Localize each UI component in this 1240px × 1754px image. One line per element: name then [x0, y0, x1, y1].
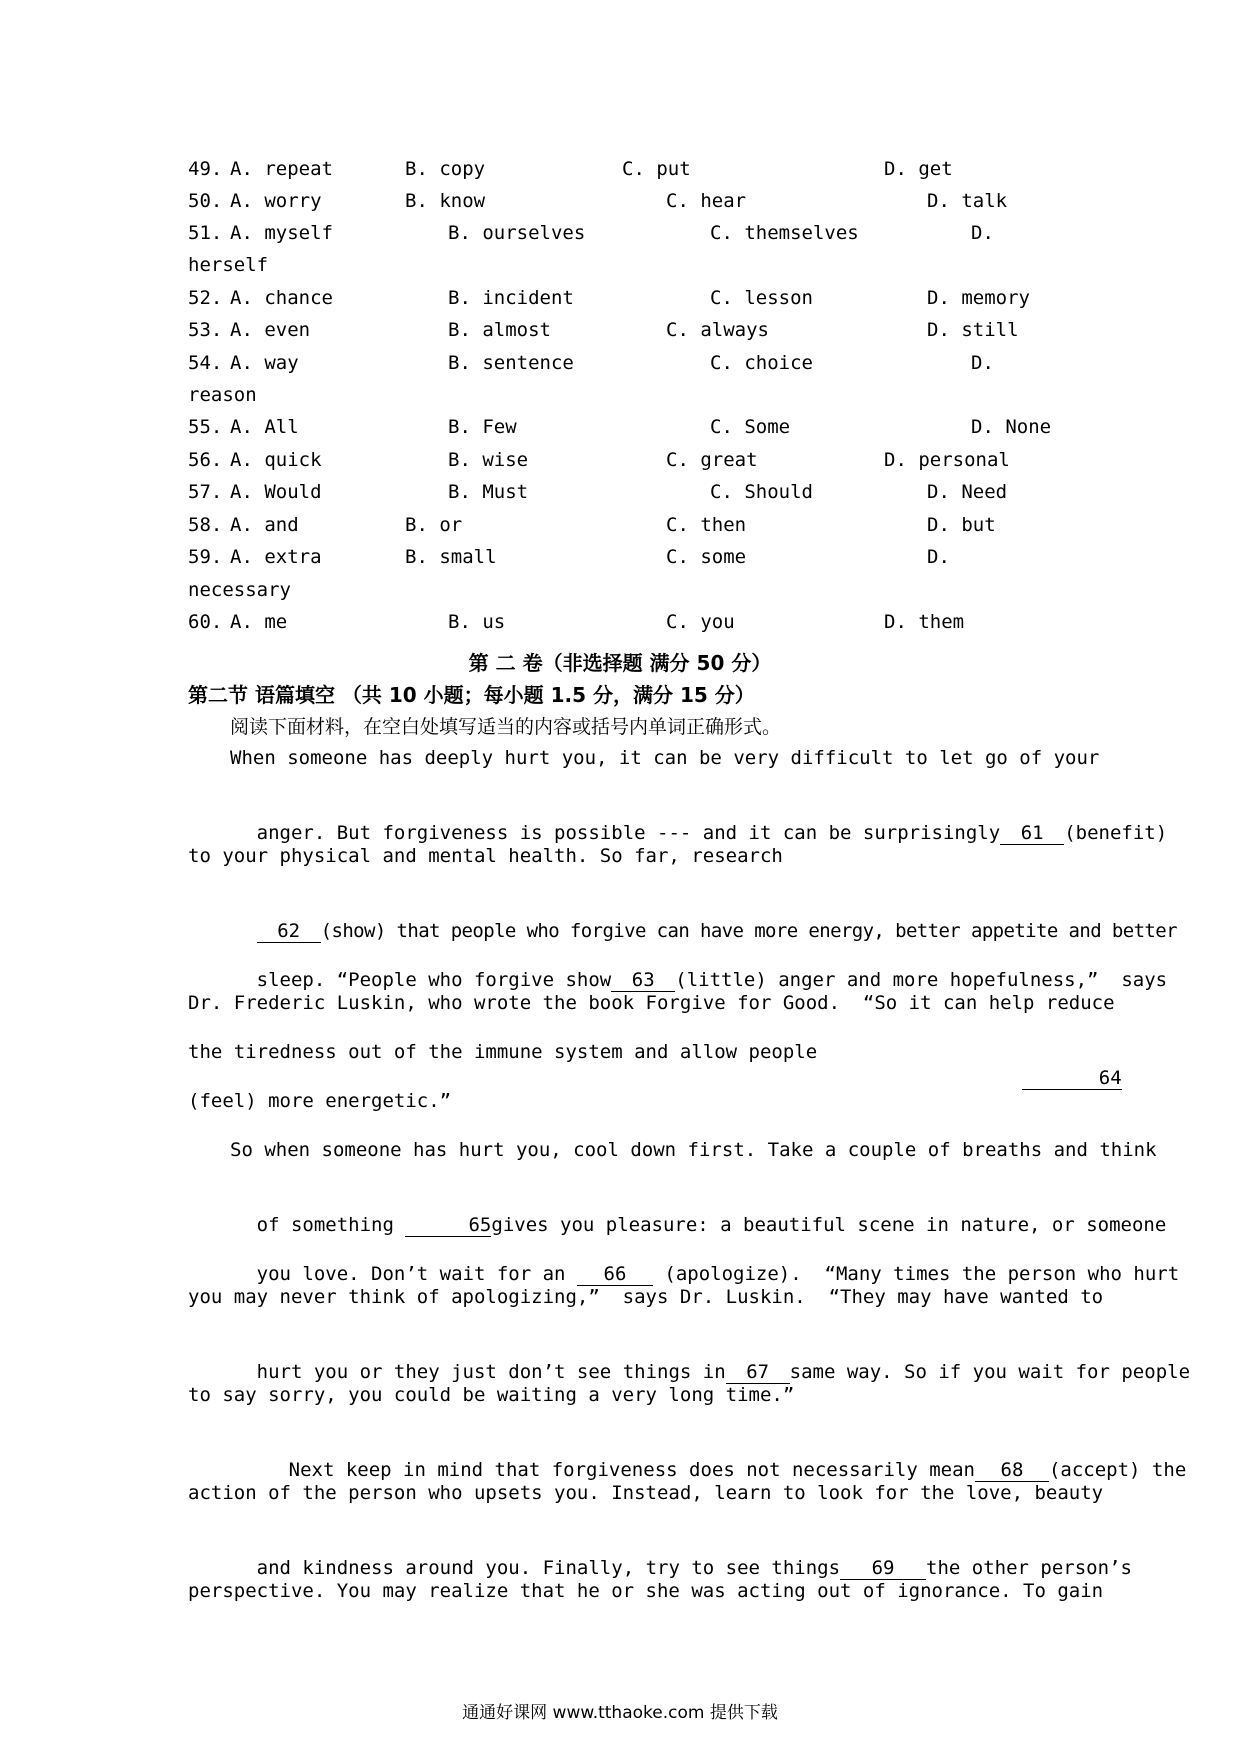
passage-text: (show) that people who forgive can have more energy, better appetite and better [320, 920, 1177, 942]
option-a: A. worry [230, 190, 322, 212]
passage-line: to say sorry, you could be waiting a very long time.” [188, 1384, 795, 1406]
option-b: B. almost [448, 319, 551, 341]
instruction: 阅读下面材料，在空白处填写适当的内容或括号内单词正确形式。 [230, 716, 782, 738]
option-b: B. copy [405, 158, 486, 180]
option-c: C. always [666, 319, 769, 341]
option-b: B. Must [448, 481, 529, 503]
passage-line: When someone has deeply hurt you, it can be very difficult to let go of your [230, 747, 1100, 769]
option-a: A. All [230, 416, 299, 438]
option-c: C. Some [710, 416, 791, 438]
option-c: C. then [666, 514, 747, 536]
passage-line [188, 941, 1168, 991]
option-a: A. and [230, 514, 299, 536]
option-a: A. Would [230, 481, 322, 503]
page-footer: 通通好课网 www.tthaoke.com 提供下载 [462, 1703, 778, 1723]
passage-line [188, 1186, 1167, 1236]
option-b: B. ourselves [448, 222, 586, 244]
passage-line: (feel) more energetic.” [188, 1090, 452, 1112]
option-d: D. personal [884, 449, 1010, 471]
passage-line [188, 1529, 1132, 1579]
option-c: C. themselves [710, 222, 859, 244]
question-number: 53. [188, 319, 223, 341]
option-d-wrap: reason [188, 384, 257, 406]
option-c: C. Should [710, 481, 813, 503]
question-number: 54. [188, 352, 223, 374]
option-c: C. put [622, 158, 691, 180]
option-d: D. Need [927, 481, 1008, 503]
passage-text: gives you pleasure: a beautiful scene in nature, or someone [491, 1214, 1167, 1236]
blank-63[interactable]: 63 [611, 969, 675, 992]
passage-text: of something [256, 1214, 394, 1236]
option-a: A. extra [230, 546, 322, 568]
passage-text: (apologize). “Many times the person who hurt [664, 1263, 1180, 1285]
passage-text: same way. So if you wait for people [789, 1361, 1191, 1383]
option-b: B. sentence [448, 352, 574, 374]
option-d: D. them [884, 611, 965, 633]
question-number: 52. [188, 287, 223, 309]
passage-line: you may never think of apologizing,” says Dr. Luskin. “They may have wanted to [188, 1286, 1104, 1308]
passage-line: the tiredness out of the immune system and allow people [188, 1041, 818, 1063]
passage-line [953, 1039, 1122, 1089]
option-b: B. or [405, 514, 463, 536]
option-a: A. even [230, 319, 311, 341]
passage-text: the other person’s [926, 1557, 1132, 1579]
option-a: A. chance [230, 287, 333, 309]
option-c: C. hear [666, 190, 747, 212]
passage-text: and kindness around you. Finally, try to see things [256, 1557, 841, 1579]
blank-61[interactable]: 61 [1000, 822, 1064, 845]
passage-text: (accept) the [1048, 1459, 1187, 1481]
option-d: D. but [927, 514, 996, 536]
option-b: B. Few [448, 416, 517, 438]
blank-68[interactable]: 68 [975, 1459, 1049, 1482]
question-number: 60. [188, 611, 223, 633]
option-c: C. choice [710, 352, 813, 374]
option-a: A. way [230, 352, 299, 374]
passage-text: (little) anger and more hopefulness,” says [675, 969, 1168, 991]
question-number: 59. [188, 546, 223, 568]
passage-text: hurt you or they just don’t see things in [256, 1361, 726, 1383]
passage-text: (benefit) [1064, 822, 1168, 844]
option-a: A. myself [230, 222, 333, 244]
option-d: D. still [927, 319, 1019, 341]
passage-line [188, 1333, 1191, 1383]
passage-line: Dr. Frederic Luskin, who wrote the book Forgive for Good. “So it can help reduce [188, 992, 1115, 1014]
option-a: A. me [230, 611, 288, 633]
option-d: D. get [884, 158, 953, 180]
question-number: 56. [188, 449, 223, 471]
question-number: 58. [188, 514, 223, 536]
passage-line [188, 892, 1177, 942]
option-d-wrap: necessary [188, 579, 291, 601]
question-number: 49. [188, 158, 223, 180]
passage-line: perspective. You may realize that he or she was acting out of ignorance. To gain [188, 1580, 1104, 1602]
blank-69[interactable]: 69 [840, 1557, 926, 1580]
option-d: D. talk [927, 190, 1008, 212]
question-number: 50. [188, 190, 223, 212]
option-b: B. know [405, 190, 486, 212]
option-c: C. you [666, 611, 735, 633]
blank-67[interactable]: 67 [726, 1361, 790, 1384]
option-b: B. wise [448, 449, 529, 471]
option-c: C. great [666, 449, 758, 471]
passage-text: Next keep in mind that forgiveness does not necessarily mean [288, 1459, 975, 1481]
option-d: D. None [971, 416, 1052, 438]
option-b: B. us [448, 611, 506, 633]
section-title: 第 二 卷（非选择题 满分 50 分） [468, 651, 772, 675]
option-d: D. [971, 222, 994, 244]
part-title: 第二节 语篇填空 （共 10 小题；每小题 1.5 分，满分 15 分） [188, 683, 755, 707]
passage-text: sleep. “People who forgive show [256, 969, 612, 991]
passage-line [188, 1235, 1180, 1285]
option-c: C. some [666, 546, 747, 568]
question-number: 51. [188, 222, 223, 244]
passage-line: action of the person who upsets you. Instead, learn to look for the love, beauty [188, 1482, 1104, 1504]
blank-62[interactable]: 62 [257, 920, 321, 943]
option-a: A. repeat [230, 158, 333, 180]
question-number: 55. [188, 416, 223, 438]
option-a: A. quick [230, 449, 322, 471]
option-d-wrap: herself [188, 254, 269, 276]
passage-line: to your physical and mental health. So far, research [188, 845, 783, 867]
option-b: B. incident [448, 287, 574, 309]
option-d: D. [971, 352, 994, 374]
option-b: B. small [405, 546, 497, 568]
option-c: C. lesson [710, 287, 813, 309]
question-number: 57. [188, 481, 223, 503]
passage-line [188, 794, 1168, 844]
passage-text: anger. But forgiveness is possible --- and it can be surprisingly [256, 822, 1001, 844]
option-d: D. [927, 546, 950, 568]
option-d: D. memory [927, 287, 1030, 309]
blank-64[interactable]: 64 [1022, 1067, 1122, 1090]
passage-line: So when someone has hurt you, cool down first. Take a couple of breaths and think [230, 1139, 1157, 1161]
blank-66[interactable]: 66 [577, 1263, 653, 1286]
blank-65[interactable]: 65 [405, 1214, 491, 1237]
passage-text: you love. Don’t wait for an [256, 1263, 566, 1285]
passage-line [220, 1431, 1187, 1481]
